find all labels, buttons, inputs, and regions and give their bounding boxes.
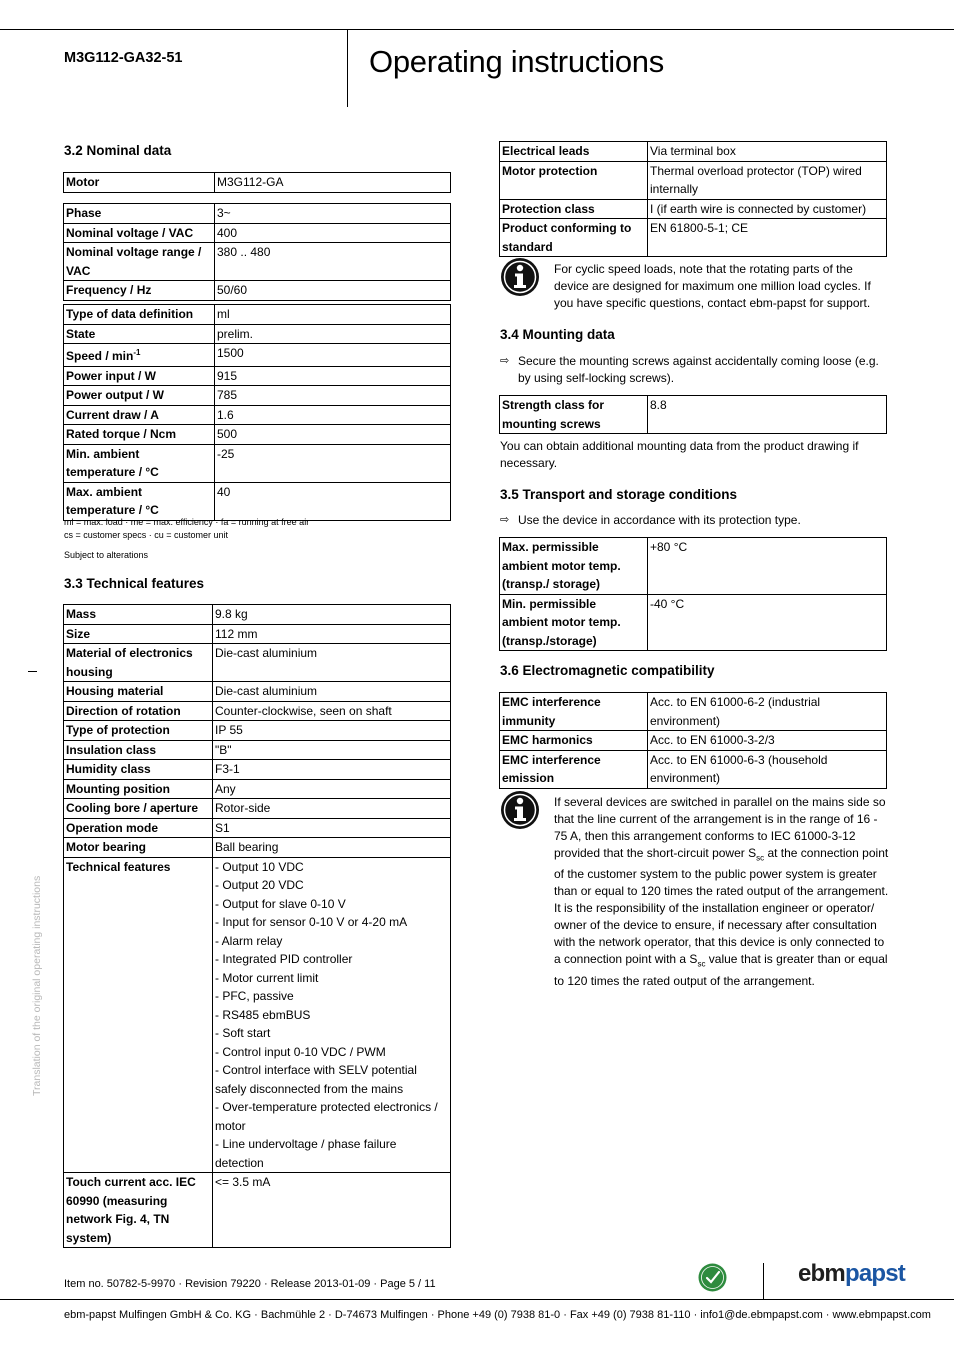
table-row: State prelim. xyxy=(64,324,451,344)
alterations-note: Subject to alterations xyxy=(64,550,149,560)
section-heading-technical-features: 3.3 Technical features xyxy=(64,576,205,591)
section-heading-mounting-data: 3.4 Mounting data xyxy=(500,327,615,342)
table-row: Operation mode S1 xyxy=(64,818,451,838)
footer-logo-divider xyxy=(763,1263,764,1299)
list-item: - Output 10 VDC xyxy=(215,859,304,874)
table-motor xyxy=(63,172,451,193)
table-row: Strength class for mounting screws 8.8 xyxy=(500,396,887,434)
table-row: Technical features - Output 10 VDC - Output 20 VDC - Output for slave 0-10 V - Input for sensor 0-10 V or 4-20 mA - Alarm relay - Integrated PID controller - Motor current limit - PFC, passive - RS485 ebmBUS - Soft start - Control input 0-10 VDC / PWM - Control interface with SELV potential safely disconnected from the mains - Over-temperature protected electronics / motor - Line undervoltage / phase failure detection xyxy=(64,857,451,1173)
list-item: - Alarm relay xyxy=(215,933,283,948)
list-item: - Control interface with SELV potential safely disconnected from the mains xyxy=(215,1063,417,1096)
info-icon xyxy=(499,256,541,301)
list-item: - RS485 ebmBUS xyxy=(215,1007,311,1022)
table-emc xyxy=(499,692,887,789)
list-item: - Output for slave 0-10 V xyxy=(215,896,346,911)
footer-address: ebm-papst Mulfingen GmbH & Co. KG · Bachmühle 2 · D-74673 Mulfingen · Phone +49 (0) 7938 81-0 · Fax +49 (0) 7938 81-110 · info1@de.ebmpapst.com · www.ebmpapst.com xyxy=(64,1309,931,1321)
table-row: Motor protection Thermal overload protector (TOP) wired internally xyxy=(500,161,887,199)
table-row: Electrical leads Via terminal box xyxy=(500,142,887,162)
info-icon xyxy=(499,789,541,834)
table-operating-data xyxy=(63,304,451,521)
table-mounting xyxy=(499,395,887,434)
abbrev-note-1: ml = max. load · me = max. efficiency · fa = running at free air xyxy=(64,517,310,527)
table-row: Type of data definition ml xyxy=(64,305,451,325)
list-item: - Line undervoltage / phase failure detection xyxy=(215,1137,397,1170)
header-rule xyxy=(0,29,954,30)
info-emc-parallel xyxy=(554,794,894,990)
footer-rule xyxy=(0,1299,954,1300)
table-row: Mass 9.8 kg xyxy=(64,605,451,625)
info-paragraph: It is the responsibility of the installation engineer or operator/ owner of the device to ensure, if necessary after consultation with the network operator, that this device is only connected to a connection point with a $S_{sc}$ value that is greater than or equal to 120 times the rated output of the arrangement. xyxy=(554,901,888,988)
table-row: Rated torque / Ncm 500 xyxy=(64,425,451,445)
table-transport xyxy=(499,537,887,651)
table-row: Speed / $\min^{-1}$ 1500 xyxy=(64,344,451,367)
ebmpapst-logo: ebmpapst xyxy=(798,1260,905,1287)
table-row: Motor M3G112-GA xyxy=(64,173,451,193)
table-row: Phase 3~ xyxy=(64,204,451,224)
table-electrical xyxy=(63,203,451,301)
list-item: - Control input 0-10 VDC / PWM xyxy=(215,1044,386,1059)
table-row: Product conforming to standard EN 61800-5-1; CE xyxy=(500,219,887,257)
table-row: Direction of rotation Counter-clockwise, seen on shaft xyxy=(64,701,451,721)
footer-item-number: Item no. 50782-5-9970 · Revision 79220 · Release 2013-01-09 · Page 5 / 11 xyxy=(64,1278,436,1290)
header-divider xyxy=(347,30,348,107)
fold-mark xyxy=(28,671,37,672)
arrow-icon: ⇨ xyxy=(500,514,510,526)
table-row: Max. ambient temperature / °C 40 xyxy=(64,482,451,520)
mounting-bullet: ⇨ Secure the mounting screws against accidentally coming loose (e.g. by using self-locking screws). xyxy=(500,354,879,385)
section-heading-emc: 3.6 Electromagnetic compatibility xyxy=(500,663,715,678)
table-row: Power input / W 915 xyxy=(64,366,451,386)
transport-bullet: ⇨ Use the device in accordance with its protection type. xyxy=(500,513,801,527)
list-item: - Input for sensor 0-10 V or 4-20 mA xyxy=(215,915,408,929)
table-row: Protection class I (if earth wire is connected by customer) xyxy=(500,199,887,219)
table-row: Nominal voltage range / VAC 380 .. 480 xyxy=(64,243,451,281)
table-row: Cooling bore / aperture Rotor-side xyxy=(64,799,451,819)
list-item: - Motor current limit xyxy=(215,970,319,985)
abbrev-note-2: cs = customer specs · cu = customer unit xyxy=(64,530,229,540)
page-title: Operating instructions xyxy=(369,44,664,79)
table-row: EMC harmonics Acc. to EN 61000-3-2/3 xyxy=(500,731,887,751)
list-item: - Integrated PID controller xyxy=(215,952,353,966)
table-row: Humidity class F3-1 xyxy=(64,760,451,780)
side-note: Translation of the original operating instructions xyxy=(31,875,43,1096)
table-row: EMC interference emission Acc. to EN 61000-6-3 (household environment) xyxy=(500,750,887,788)
info-paragraph: If several devices are switched in parallel on the mains side so that the line current of the arrangement is in the range of 16 - 75 A, then this arrangement conforms to IEC 61000-3-12 provided that the short-circuit power $S_{sc}$ at the connection point of the customer system to the public power system is greater than or equal to 120 times the rated output of the arrangement. xyxy=(554,795,889,899)
section-heading-nominal-data: 3.2 Nominal data xyxy=(64,143,172,158)
table-technical-features xyxy=(63,604,451,1248)
table-row: Motor bearing Ball bearing xyxy=(64,838,451,858)
table-row: Mounting position Any xyxy=(64,779,451,799)
table-row: Frequency / Hz 50/60 xyxy=(64,281,451,301)
table-row: Min. permissible ambient motor temp. (transp./storage) -40 °C xyxy=(500,594,887,651)
list-item: - Soft start xyxy=(215,1026,271,1040)
table-row: Power output / W 785 xyxy=(64,386,451,406)
table-row: Max. permissible ambient motor temp. (transp./ storage) +80 °C xyxy=(500,538,887,595)
table-row: Material of electronics housing Die-cast aluminium xyxy=(64,644,451,682)
list-item: - Output 20 VDC xyxy=(215,878,304,892)
arrow-icon: ⇨ xyxy=(500,355,510,367)
list-item: - Over-temperature protected electronics / motor xyxy=(215,1100,438,1133)
table-row: Size 112 mm xyxy=(64,624,451,644)
mounting-note: You can obtain additional mounting data from the product drawing if necessary. xyxy=(500,439,859,470)
table-row: Touch current acc. IEC 60990 (measuring network Fig. 4, TN system) <= 3.5 mA xyxy=(64,1173,451,1248)
table-electrical-leads xyxy=(499,141,887,257)
model-number: M3G112-GA32-51 xyxy=(64,50,183,66)
list-item: - PFC, passive xyxy=(215,989,294,1003)
table-row: EMC interference immunity Acc. to EN 61000-6-2 (industrial environment) xyxy=(500,693,887,731)
section-heading-transport: 3.5 Transport and storage conditions xyxy=(500,487,738,502)
technical-features-list xyxy=(213,857,451,1173)
green-tech-badge-icon xyxy=(698,1263,727,1292)
table-row: Nominal voltage / VAC 400 xyxy=(64,223,451,243)
table-row: Type of protection IP 55 xyxy=(64,721,451,741)
table-row: Min. ambient temperature / °C -25 xyxy=(64,444,451,482)
table-row: Housing material Die-cast aluminium xyxy=(64,682,451,702)
info-cyclic-loads: For cyclic speed loads, note that the rotating parts of the device are designed for maximum one million load cycles. If you have specific questions, contact ebm-papst for support. xyxy=(554,262,871,310)
table-row: Insulation class "B" xyxy=(64,740,451,760)
table-row: Current draw / A 1.6 xyxy=(64,405,451,425)
